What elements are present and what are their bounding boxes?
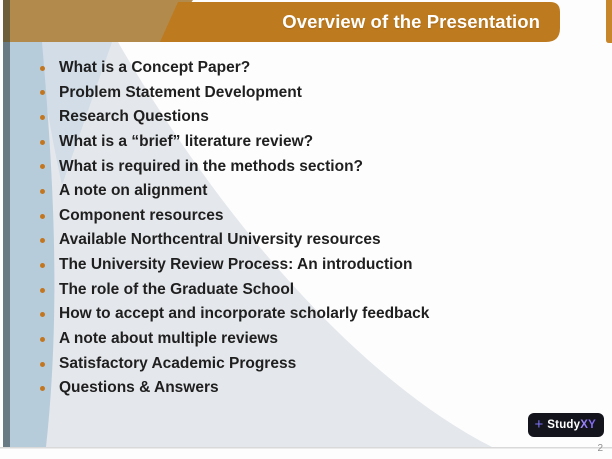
list-item-text: A note on alignment <box>59 182 208 200</box>
list-item-text: Component resources <box>59 206 224 224</box>
bullet-icon <box>38 337 59 342</box>
studyxy-logo <box>528 413 604 437</box>
bullet-icon <box>38 263 59 268</box>
list-item-text: A note about multiple reviews <box>59 330 279 348</box>
olive-overlap-shape <box>3 0 10 42</box>
bottom-divider-line <box>0 447 612 449</box>
list-item <box>38 155 578 180</box>
list-item <box>38 179 578 204</box>
bullet-icon <box>38 362 59 367</box>
list-item-text: The University Review Process: An introduction <box>59 256 413 274</box>
list-item-text: The role of the Graduate School <box>59 280 295 298</box>
list-item <box>38 327 578 352</box>
list-item <box>38 130 578 155</box>
bullet-icon <box>38 66 59 71</box>
list-item-text: Available Northcentral University resources <box>59 231 381 249</box>
list-item <box>38 81 578 106</box>
list-item-text: How to accept and incorporate scholarly feedback <box>59 305 430 323</box>
list-item-text: What is a “brief” literature review? <box>59 132 314 150</box>
bullet-icon <box>38 90 59 95</box>
plus-icon: + <box>534 415 544 433</box>
bullet-icon <box>38 312 59 317</box>
right-edge-strip-shape <box>606 0 612 43</box>
list-item-text: Satisfactory Academic Progress <box>59 354 297 372</box>
logo-text-study: Study <box>547 419 581 431</box>
list-item-text: Questions & Answers <box>59 379 219 397</box>
list-item <box>38 204 578 229</box>
slide-title: Overview of the Presentation <box>282 11 540 32</box>
page-number: 2 <box>597 443 603 454</box>
list-item <box>38 352 578 377</box>
logo-text-xy: XY <box>580 419 596 431</box>
list-item-text: Problem Statement Development <box>59 83 302 101</box>
agenda-list <box>38 56 578 401</box>
bullet-icon <box>38 214 59 219</box>
list-item <box>38 302 578 327</box>
list-item <box>38 228 578 253</box>
list-item <box>38 376 578 401</box>
bullet-icon <box>38 288 59 293</box>
bullet-icon <box>38 140 59 145</box>
list-item <box>38 278 578 303</box>
bullet-icon <box>38 115 59 120</box>
list-item-text: What is a Concept Paper? <box>59 59 251 76</box>
list-item-text: What is required in the methods section? <box>59 157 364 175</box>
list-item-text: Research Questions <box>59 108 209 126</box>
slate-strip-shape <box>3 0 10 447</box>
bullet-icon <box>38 189 59 194</box>
list-item <box>38 56 578 81</box>
bullet-icon <box>38 164 59 169</box>
bullet-icon <box>38 386 59 391</box>
list-item <box>38 253 578 278</box>
bullet-icon <box>38 238 59 243</box>
list-item <box>38 105 578 130</box>
